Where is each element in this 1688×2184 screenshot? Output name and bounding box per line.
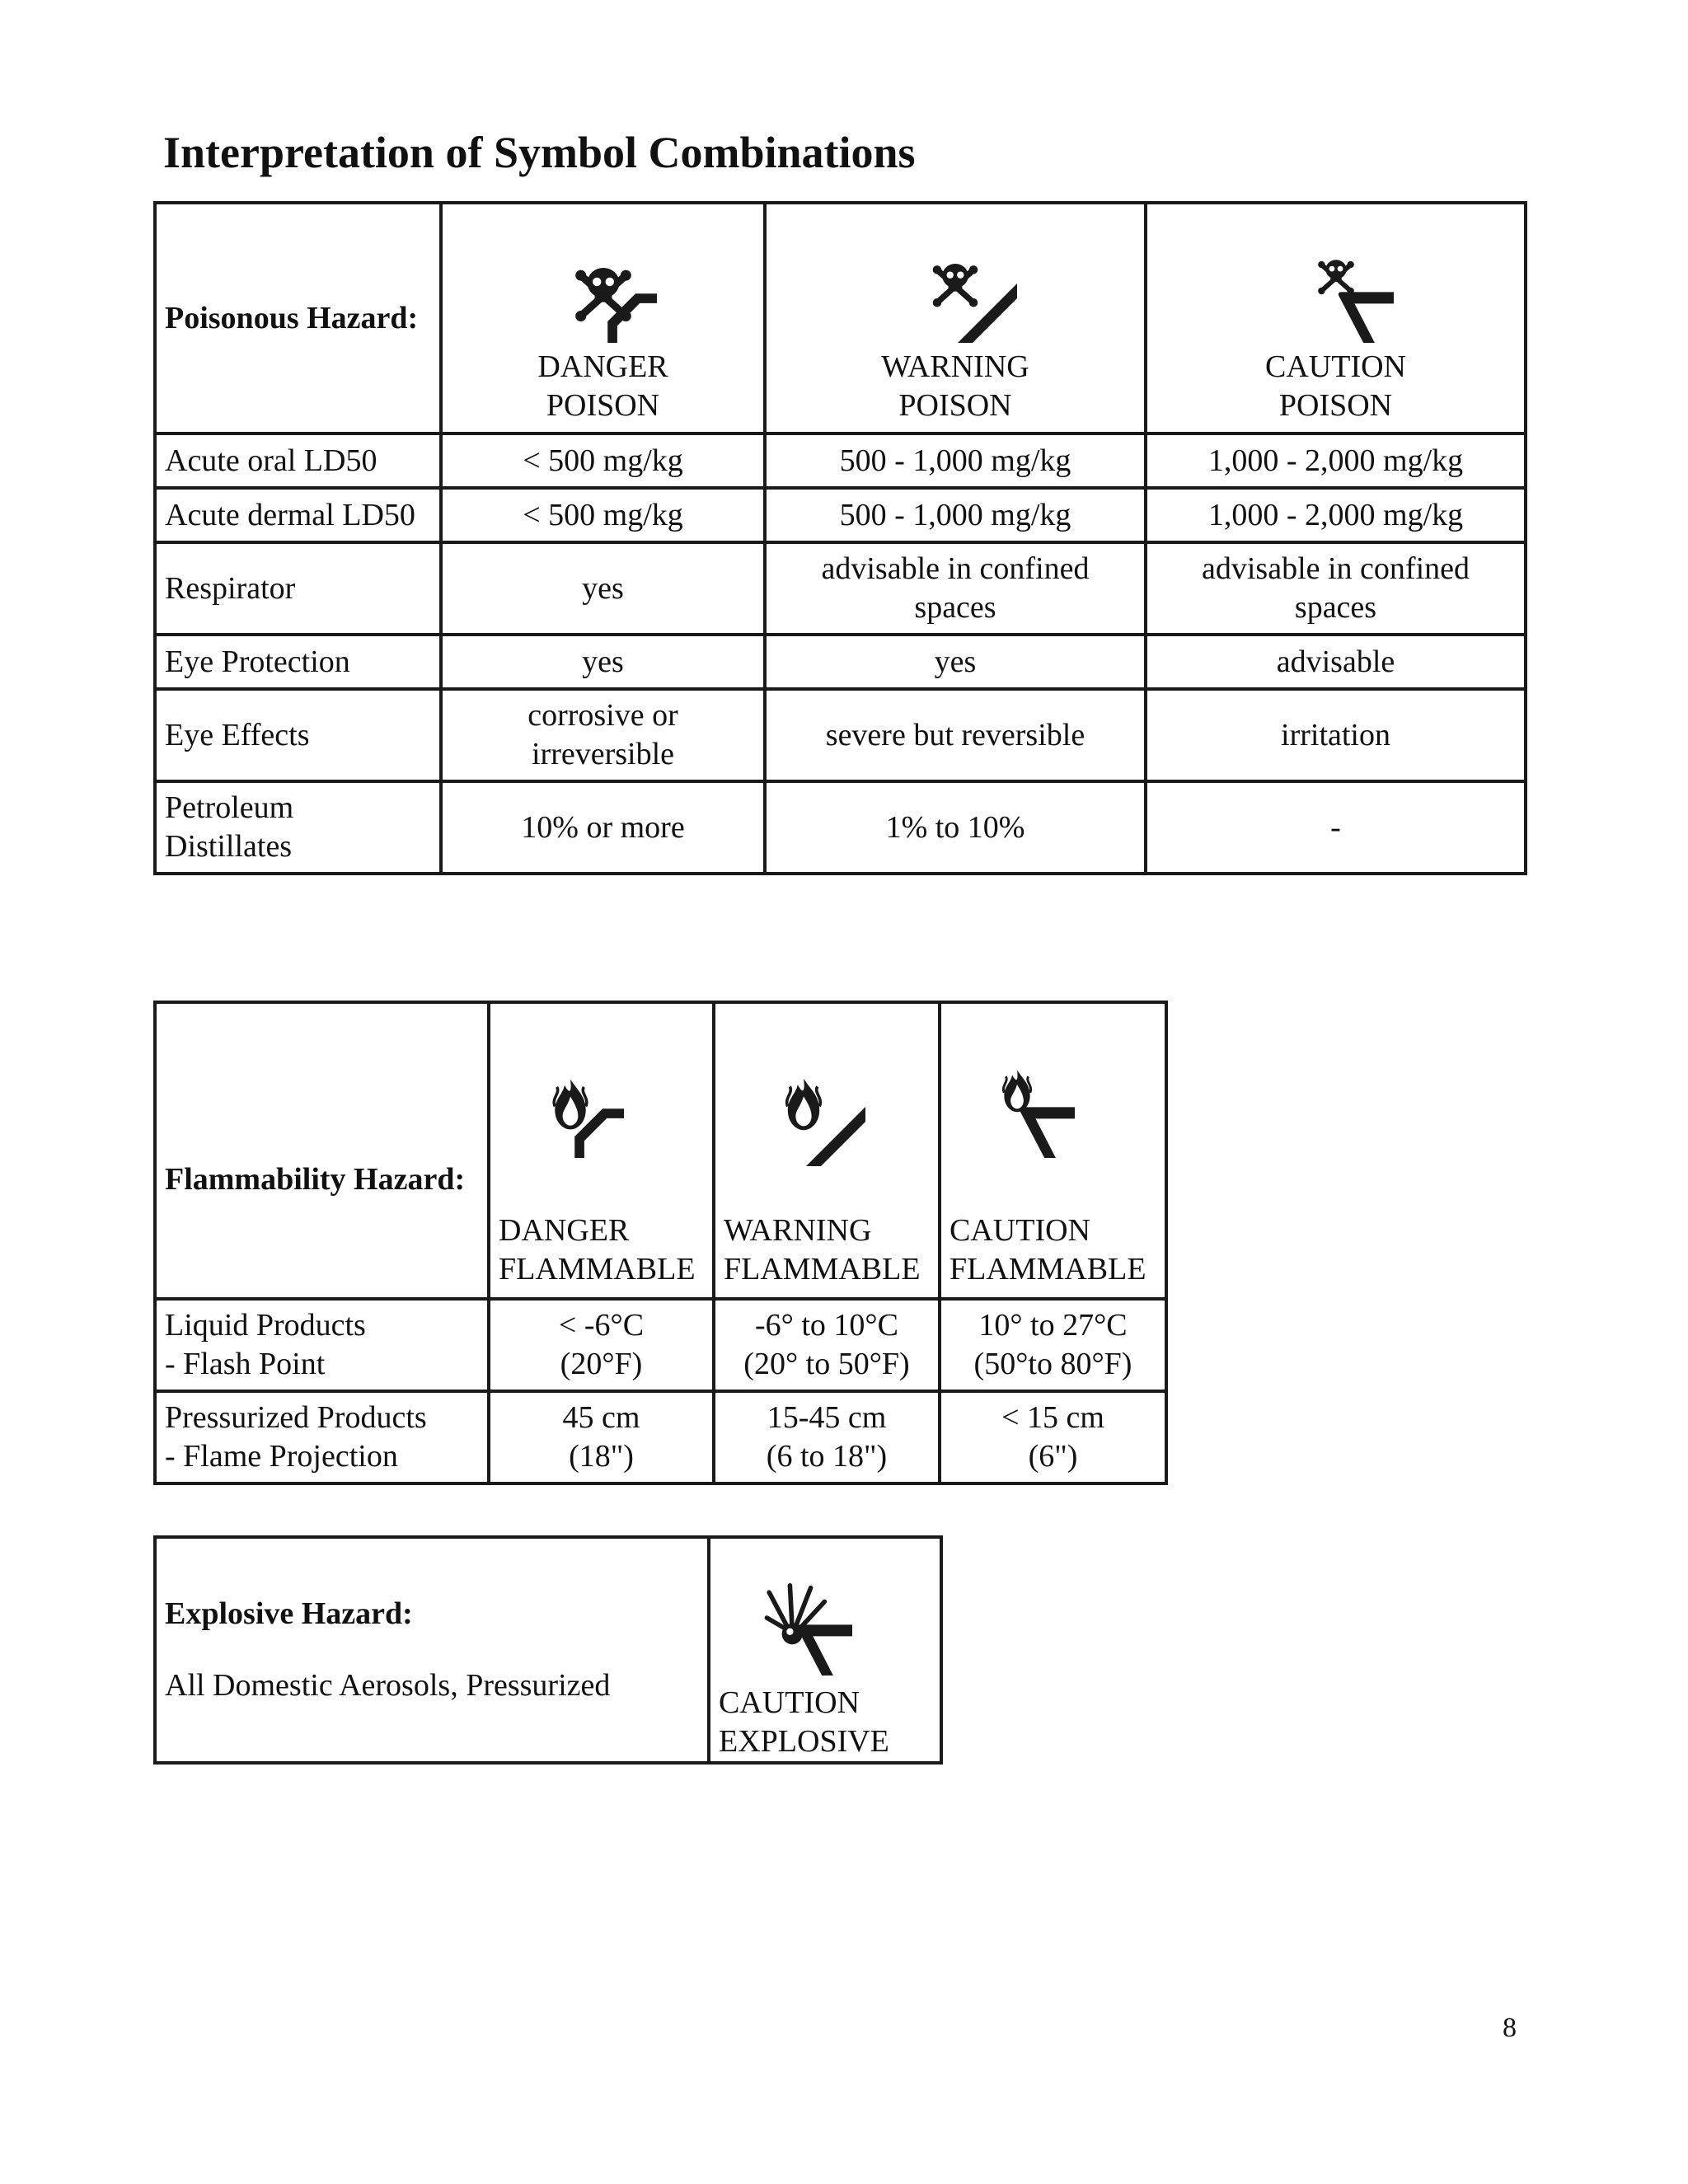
danger-poison-label: DANGER POISON [537,349,668,423]
poison-row-respirator [155,542,1526,635]
caution-value: 1,000 - 2,000 mg/kg [1146,434,1526,488]
poison-row-acute-dermal [155,488,1526,542]
warning-value: advisable in confined spaces [765,542,1146,635]
caution-value: 1,000 - 2,000 mg/kg [1146,488,1526,542]
danger-value: 10% or more [441,781,765,874]
poison-row-petroleum [155,781,1526,874]
caution-poison-cell [1146,203,1526,434]
explosive-header-label: Explosive Hazard: [165,1596,413,1631]
warning-poison-label: WARNING POISON [881,349,1029,423]
explosive-row [155,1537,941,1763]
warning-value: 15-45 cm (6 to 18") [714,1391,940,1483]
diamond-flame-icon [742,1043,865,1166]
triangle-flame-icon [959,1043,1075,1158]
flame-header-label: Flammability Hazard: [155,1002,489,1299]
flame-row-liquid [155,1299,1166,1391]
octagon-flame-icon [517,1051,624,1158]
danger-value: yes [441,635,765,689]
caution-poison-label: CAUTION POISON [1265,349,1406,423]
danger-value: corrosive or irreversible [441,689,765,781]
diamond-skull-crossbones-icon [893,219,1017,343]
poison-header-label: Poisonous Hazard: [155,203,441,434]
poison-hazard-table [153,201,1527,875]
caution-value: advisable [1146,635,1526,689]
octagon-skull-crossbones-icon [550,236,657,343]
row-label: Liquid Products - Flash Point [155,1299,489,1391]
danger-value: < 500 mg/kg [441,434,765,488]
warning-value: 500 - 1,000 mg/kg [765,434,1146,488]
danger-value: 45 cm (18") [489,1391,714,1483]
page-title: Interpretation of Symbol Combinations [163,128,916,177]
caution-value: < 15 cm (6") [940,1391,1166,1483]
warning-poison-cell [765,203,1146,434]
explosive-hazard-table [153,1535,943,1765]
danger-value: yes [441,542,765,635]
caution-value: - [1146,781,1526,874]
caution-value: 10° to 27°C (50°to 80°F) [940,1299,1166,1391]
flame-row-pressurized [155,1391,1166,1483]
warning-value: 1% to 10% [765,781,1146,874]
flame-header-row [155,1002,1166,1299]
poison-row-eye-effects [155,689,1526,781]
page-number: 8 [1503,2013,1517,2043]
caution-flammable-cell [940,1002,1166,1299]
caution-explosive-label: CAUTION EXPLOSIVE [719,1685,889,1759]
caution-explosive-cell [709,1537,941,1763]
caution-flammable-label: CAUTION FLAMMABLE [950,1213,1146,1286]
warning-value: 500 - 1,000 mg/kg [765,488,1146,542]
poison-header-row [155,203,1526,434]
row-label: Eye Effects [155,689,441,781]
danger-value: < -6°C (20°F) [489,1299,714,1391]
warning-value: -6° to 10°C (20° to 50°F) [714,1299,940,1391]
row-label: Acute dermal LD50 [155,488,441,542]
explosive-info-cell [155,1537,709,1763]
warning-value: severe but reversible [765,689,1146,781]
danger-flammable-label: DANGER FLAMMABLE [499,1213,696,1286]
poison-row-eye-protection [155,635,1526,689]
warning-flammable-label: WARNING FLAMMABLE [724,1213,921,1286]
row-label: Petroleum Distillates [155,781,441,874]
row-label: Eye Protection [155,635,441,689]
row-label: Acute oral LD50 [155,434,441,488]
caution-value: advisable in confined spaces [1146,542,1526,635]
danger-poison-cell [441,203,765,434]
triangle-explosion-icon [737,1560,852,1675]
flammability-hazard-table [153,1001,1168,1485]
row-label: Pressurized Products - Flame Projection [155,1391,489,1483]
warning-value: yes [765,635,1146,689]
poison-row-acute-oral [155,434,1526,488]
danger-value: < 500 mg/kg [441,488,765,542]
explosive-description: All Domestic Aerosols, Pressurized [165,1668,611,1703]
warning-flammable-cell [714,1002,940,1299]
row-label: Respirator [155,542,441,635]
danger-flammable-cell [489,1002,714,1299]
triangle-skull-crossbones-icon [1278,227,1394,343]
caution-value: irritation [1146,689,1526,781]
